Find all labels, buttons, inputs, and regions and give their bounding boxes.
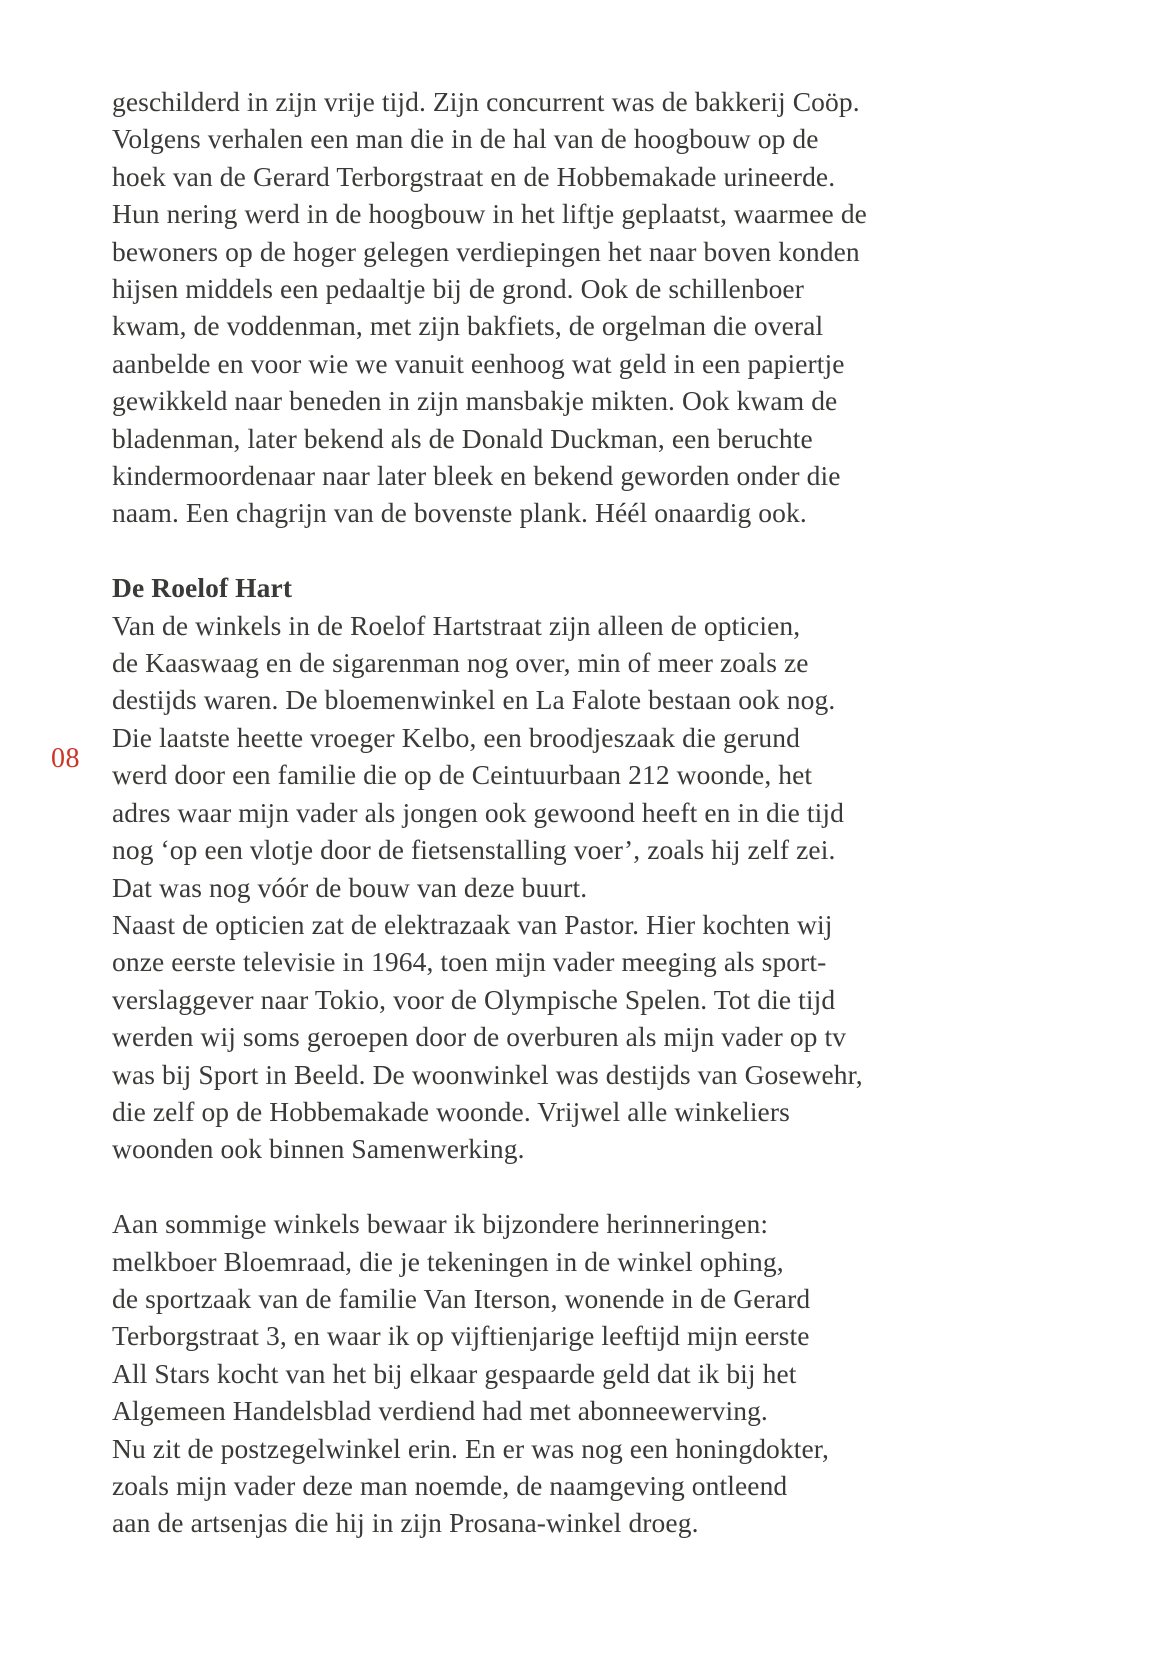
text-line: die zelf op de Hobbemakade woonde. Vrijwel alle winkeliers [112, 1095, 790, 1127]
text-line: naam. Een chagrijn van de bovenste plank. Héél onaardig ook. [112, 497, 807, 529]
text-line: zoals mijn vader deze man noemde, de naamgeving ontleend [112, 1470, 788, 1501]
text-line: hoek van de Gerard Terborgstraat en de Hobbemakade urineerde. [112, 160, 836, 192]
text-line: Volgens verhalen een man die in de hal van de hoogbouw op de [112, 123, 819, 155]
text-line: Aan sommige winkels bewaar ik bijzondere herinneringen: [112, 1208, 769, 1240]
text-line: kindermoordenaar naar later bleek en bekend geworden onder die [112, 460, 841, 492]
text-line: Die laatste heette vroeger Kelbo, een broodjeszaak die gerund [112, 721, 800, 753]
text-line: nog ‘op een vlotje door de fietsenstalling voer’, zoals hij zelf zei. [112, 834, 836, 866]
paragraph [112, 607, 1112, 1168]
text-line: Hun nering werd in de hoogbouw in het liftje geplaatst, waarmee de [112, 198, 867, 230]
text-line: Van de winkels in de Roelof Hartstraat zijn alleen de opticien, [112, 609, 801, 641]
text-line: bewoners op de hoger gelegen verdiepingen het naar boven konden [112, 235, 860, 267]
text-line: de Kaaswaag en de sigarenman nog over, min of meer zoals ze [112, 647, 809, 679]
text-line: hijsen middels een pedaaltje bij de grond. Ook de schillenboer [112, 273, 804, 305]
text-line: aanbelde en voor wie we vanuit eenhoog wat geld in een papiertje [112, 347, 845, 379]
text-line: onze eerste televisie in 1964, toen mijn vader meeging als sport- [112, 946, 827, 978]
text-line: Dat was nog vóór de bouw van deze buurt. [112, 871, 588, 903]
text-line: All Stars kocht van het bij elkaar gespaarde geld dat ik bij het [112, 1357, 797, 1389]
text-line: Nu zit de postzegelwinkel erin. En er was nog een honingdokter, [112, 1432, 829, 1464]
text-line: Naast de opticien zat de elektrazaak van Pastor. Hier kochten wij [112, 908, 833, 940]
paragraph [112, 83, 1112, 532]
text-line: melkboer Bloemraad, die je tekeningen in de winkel ophing, [112, 1245, 784, 1277]
text-line: geschilderd in zijn vrije tijd. Zijn concurrent was de bakkerij Coöp. [112, 86, 860, 117]
text-line: gewikkeld naar beneden in zijn mansbakje mikten. Ook kwam de [112, 385, 838, 417]
text-line: was bij Sport in Beeld. De woonwinkel was destijds van Gosewehr, [112, 1058, 863, 1090]
section-heading: De Roelof Hart [112, 572, 293, 604]
text-line: Terborgstraat 3, en waar ik op vijftienjarige leeftijd mijn eerste [112, 1320, 810, 1352]
text-line: verslaggever naar Tokio, voor de Olympische Spelen. Tot die tijd [112, 983, 836, 1015]
text-line: destijds waren. De bloemenwinkel en La Falote bestaan ook nog. [112, 684, 836, 716]
text-line: werden wij soms geroepen door de overburen als mijn vader op tv [112, 1021, 847, 1053]
text-line: bladenman, later bekend als de Donald Duckman, een beruchte [112, 422, 813, 454]
text-line: woonden ook binnen Samenwerking. [112, 1133, 525, 1165]
text-line: aan de artsenjas die hij in zijn Prosana-winkel droeg. [112, 1507, 699, 1539]
page-number: 08 [51, 743, 80, 774]
text-line: de sportzaak van de familie Van Iterson, wonende in de Gerard [112, 1282, 811, 1314]
text-line: adres waar mijn vader als jongen ook gewoond heeft en in die tijd [112, 796, 844, 828]
text-line: Algemeen Handelsblad verdiend had met abonneewerving. [112, 1395, 768, 1427]
paragraph [112, 1205, 1112, 1542]
text-line: kwam, de voddenman, met zijn bakfiets, de orgelman die overal [112, 310, 824, 342]
text-line: werd door een familie die op de Ceintuurbaan 212 woonde, het [112, 759, 813, 791]
text-block [112, 83, 1112, 1542]
